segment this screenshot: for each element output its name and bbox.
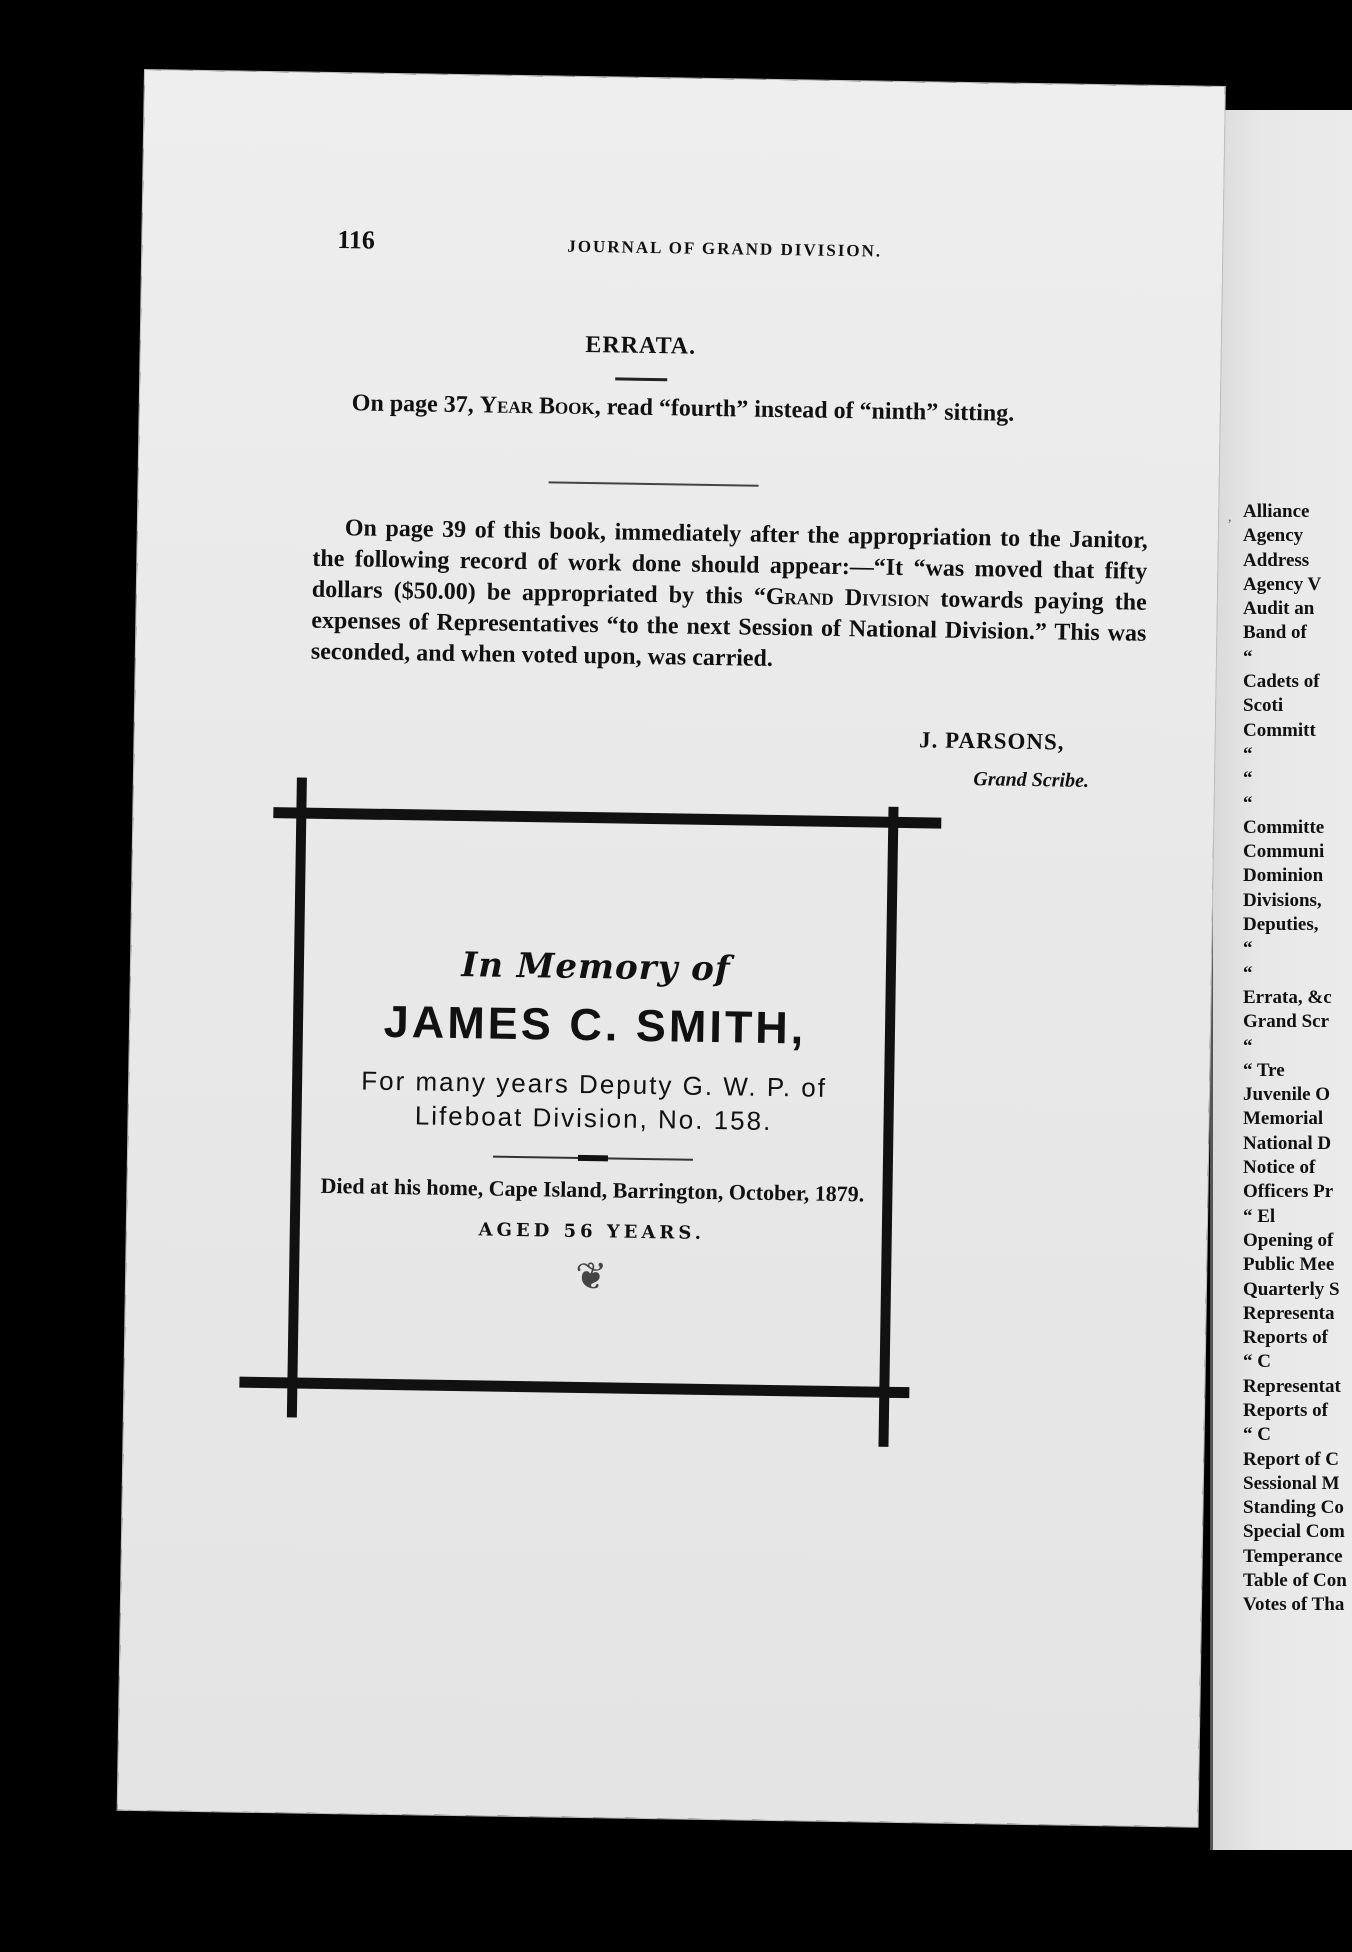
index-entry: Report of C <box>1243 1448 1340 1470</box>
index-entry: Standing Co <box>1243 1497 1344 1519</box>
index-entry: Reports of <box>1243 1327 1328 1349</box>
index-entry: Communi <box>1243 841 1325 863</box>
index-entry: Cadets of <box>1243 671 1320 693</box>
memorial-description: For many years Deputy G. W. P. of Lifeboat Division, No. 158. <box>361 1065 828 1136</box>
index-entry: Agency V <box>1243 573 1322 595</box>
memorial-name: JAMES C. SMITH, <box>383 995 807 1054</box>
index-entry: “ <box>1243 1035 1253 1057</box>
divider <box>615 377 667 381</box>
index-entry: “ <box>1243 792 1253 814</box>
index-entry: “ <box>1243 962 1253 984</box>
index-entry: Juvenile O <box>1243 1084 1331 1106</box>
errata-heading: ERRATA. <box>585 331 697 360</box>
index-entry: “ <box>1243 768 1253 790</box>
index-entry: Special Com <box>1243 1521 1345 1543</box>
index-entry: Table of Con <box>1243 1570 1347 1592</box>
index-entry: Temperance <box>1243 1545 1343 1567</box>
memorial-frame-bottom <box>239 1377 909 1399</box>
index-entry: Address <box>1243 549 1310 571</box>
index-entry: Grand Scr <box>1243 1011 1330 1033</box>
index-entry: Agency <box>1243 525 1304 547</box>
index-entry: “ C <box>1243 1424 1271 1446</box>
index-entry: Representa <box>1243 1302 1335 1324</box>
memorial-died: Died at his home, Cape Island, Barrington, October, 1879. <box>320 1172 865 1207</box>
index-entry: Officers Pr <box>1243 1181 1334 1203</box>
index-entry: Alliance <box>1243 501 1310 522</box>
index-entry: “ C <box>1243 1351 1271 1373</box>
right-page-index <box>1243 500 1352 1618</box>
page-number: 116 <box>337 225 376 255</box>
index-entry: Representat <box>1243 1375 1341 1397</box>
errata-paragraph-2: On page 39 of this book, immediately after the appropriation to the Janitor, the following record of work done should appear:—“It “was moved that fifty dollars ($50.00) be appropriated by this “Grand Division towards paying the expenses of Representatives “to the next Session of National Division.” This was seconded, and when voted upon, was carried. <box>310 515 1148 672</box>
index-entry: Committ <box>1243 719 1316 741</box>
index-entry: “ <box>1243 743 1253 765</box>
left-page <box>118 70 1225 1827</box>
memorial-heading: In Memory of <box>461 945 731 990</box>
index-entry: Notice of <box>1243 1157 1316 1179</box>
errata-paragraph-1: On page 37, Year Book, read “fourth” instead of “ninth” sitting. <box>351 390 1015 427</box>
memorial-divider <box>493 1156 693 1161</box>
divider <box>549 481 759 486</box>
index-entry: Quarterly S <box>1243 1278 1340 1300</box>
index-entry: Opening of <box>1243 1229 1334 1251</box>
index-entry: Public Mee <box>1243 1254 1335 1276</box>
index-entry: Deputies, <box>1243 914 1319 936</box>
index-entry: Audit an <box>1243 598 1315 620</box>
signer-name: J. PARSONS, <box>918 727 1065 755</box>
signer-title: Grand Scribe. <box>973 768 1090 792</box>
journal-title: JOURNAL OF GRAND DIVISION. <box>567 236 883 261</box>
index-entry: Dominion <box>1243 865 1324 887</box>
index-entry: Memorial <box>1243 1108 1324 1130</box>
index-entry: “ <box>1243 938 1253 960</box>
memorial-notice <box>301 943 886 1303</box>
index-entry: Votes of Tha <box>1243 1594 1345 1616</box>
index-entry: National D <box>1243 1132 1332 1154</box>
index-entry: Band of <box>1243 622 1307 644</box>
index-entry: Committe <box>1243 816 1325 838</box>
index-entry: Errata, &c <box>1243 986 1332 1008</box>
index-tick: , <box>1228 510 1232 525</box>
memorial-frame-top <box>273 807 941 828</box>
index-entry: Sessional M <box>1243 1472 1340 1494</box>
memorial-aged: AGED 56 YEARS. <box>478 1219 706 1244</box>
index-entry: Divisions, <box>1243 889 1322 911</box>
index-entry: Reports of <box>1243 1399 1328 1421</box>
index-entry: “ El <box>1243 1205 1276 1227</box>
running-head <box>337 225 1137 268</box>
ornament-icon: ❦ <box>574 1253 608 1299</box>
index-entry: Scoti <box>1243 695 1284 717</box>
index-entry: “ <box>1243 646 1253 668</box>
index-entry: “ Tre <box>1243 1059 1285 1081</box>
